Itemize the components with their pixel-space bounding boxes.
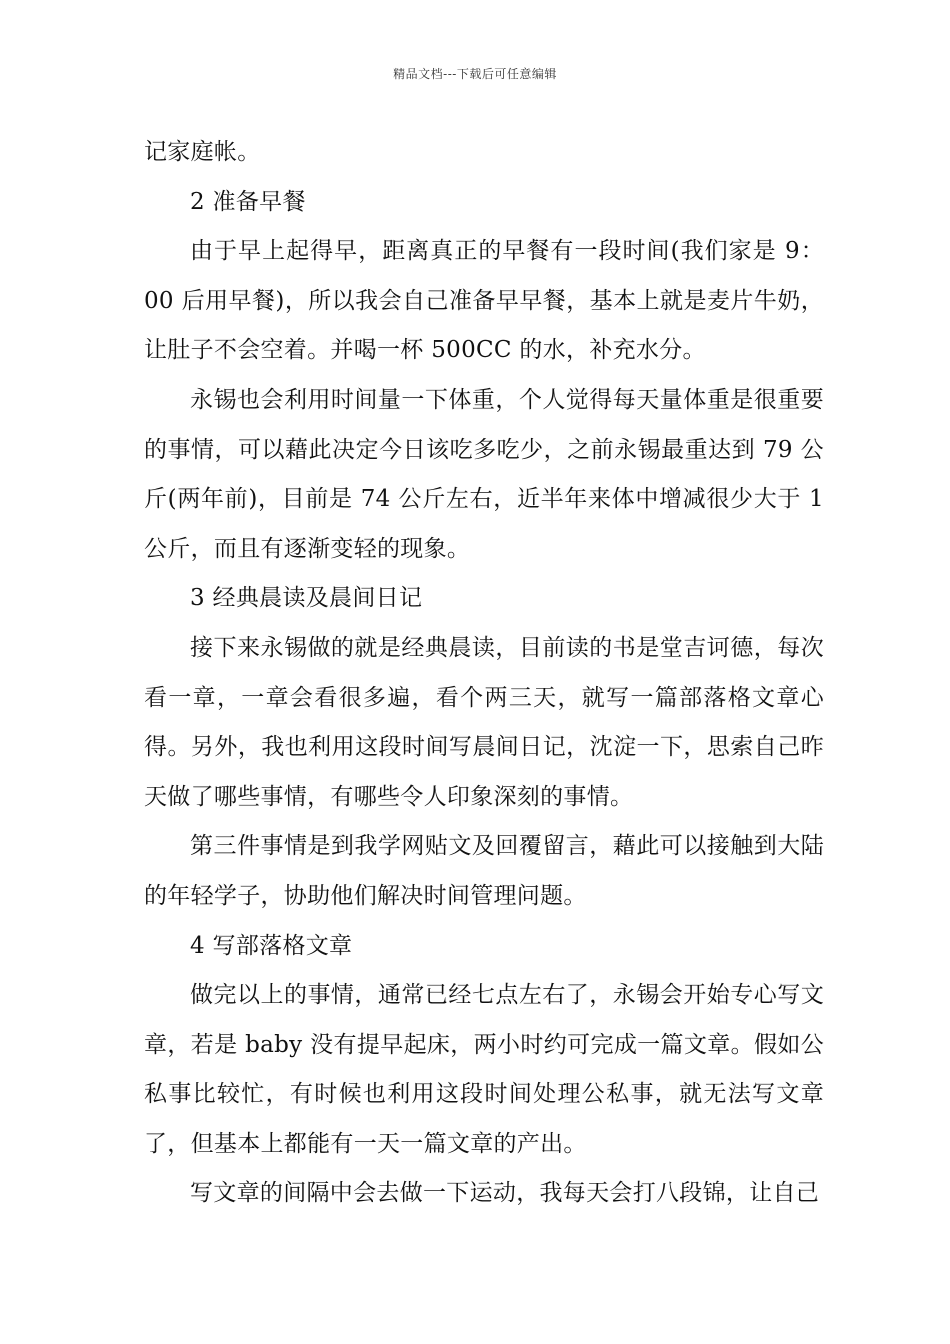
page-header: 精品文档---下载后可任意编辑 (393, 67, 557, 81)
paragraph-breakfast: 由于早上起得早，距离真正的早餐有一段时间(我们家是 9：00 后用早餐)，所以我会自己准备早早餐，基本上就是麦片牛奶，让肚子不会空着。并喝一杯 500CC 的水，补充水分。 (144, 238, 824, 364)
paragraph-weight: 永锡也会利用时间量一下体重，个人觉得每天量体重是很重要的事情，可以藉此决定今日该吃多吃少，之前永锡最重达到 79 公斤(两年前)，目前是 74 公斤左右，近半年来体中增减很少大于 1 公斤，而且有逐渐变轻的现象。 (144, 386, 824, 562)
paragraph-continuation: 记家庭帐。 (144, 139, 261, 165)
section-heading-morning-reading: 3 经典晨读及晨间日记 (190, 585, 423, 612)
paragraph-forum: 第三件事情是到我学网贴文及回覆留言，藉此可以接触到大陆的年轻学子，协助他们解决时间管理问题。 (144, 833, 824, 909)
section-heading-breakfast: 2 准备早餐 (190, 188, 306, 215)
paragraph-exercise: 写文章的间隔中会去做一下运动，我每天会打八段锦，让自己 (190, 1180, 820, 1207)
document-body (144, 128, 824, 1219)
paragraph-blog: 做完以上的事情，通常已经七点左右了，永锡会开始专心写文章，若是 baby 没有提早起床，两小时约可完成一篇文章。假如公私事比较忙，有时候也利用这段时间处理公私事，就无法写文章了，但基本上都能有一天一篇文章的产出。 (144, 982, 824, 1157)
paragraph-morning-reading: 接下来永锡做的就是经典晨读，目前读的书是堂吉诃德，每次看一章，一章会看很多遍，看个两三天，就写一篇部落格文章心得。另外，我也利用这段时间写晨间日记，沈淀一下，思索自己昨天做了哪些事情，有哪些令人印象深刻的事情。 (144, 634, 824, 810)
section-heading-blog: 4 写部落格文章 (190, 932, 353, 959)
